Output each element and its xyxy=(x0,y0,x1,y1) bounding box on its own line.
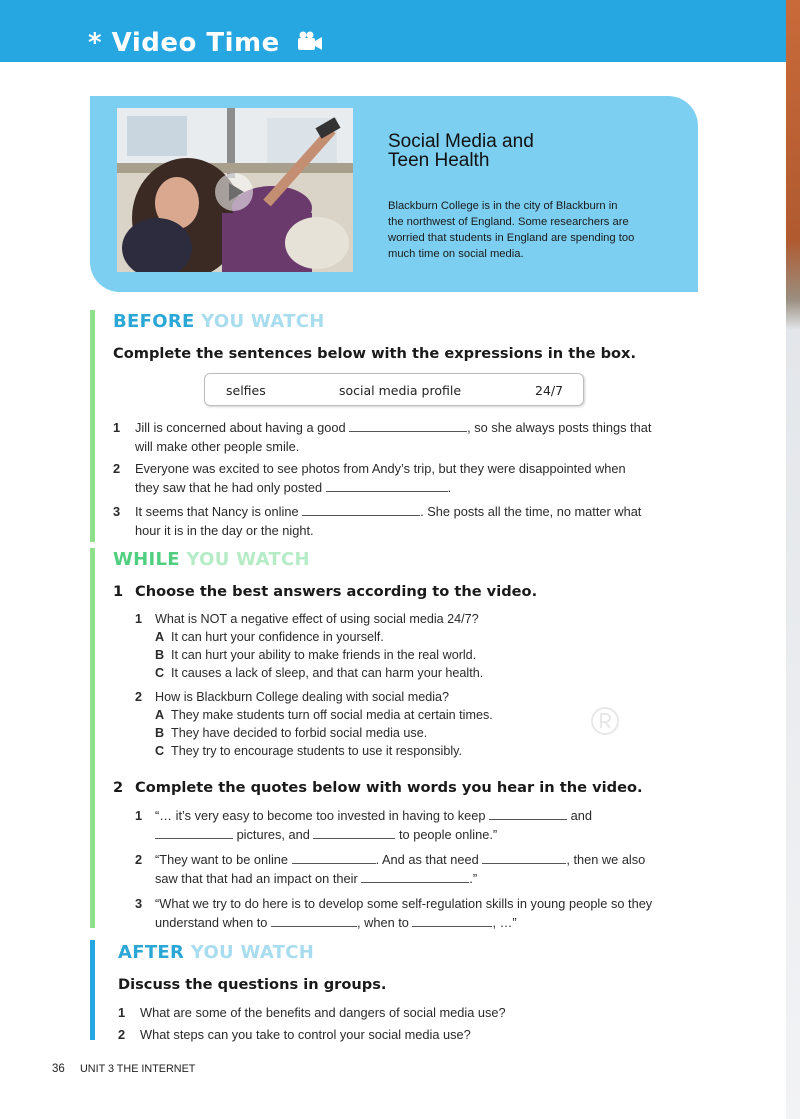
option-letter: A xyxy=(155,708,165,722)
page-edge-decoration xyxy=(786,0,800,1119)
option-text: They try to encourage students to use it responsibly. xyxy=(171,744,462,758)
answer-blank[interactable] xyxy=(482,850,566,864)
quote-number: 2 xyxy=(135,852,143,867)
registered-mark-watermark xyxy=(590,706,620,741)
answer-blank[interactable] xyxy=(326,478,448,492)
quote-item xyxy=(135,806,700,844)
quote-text: and xyxy=(570,808,593,823)
expression-item: selfies xyxy=(226,383,266,398)
item-number: 2 xyxy=(113,461,121,476)
title-word: YOU WATCH xyxy=(201,311,325,332)
item-text: Everyone was excited to see photos from Andy’s trip, but they were disappointed when xyxy=(135,461,626,476)
answer-blank[interactable] xyxy=(271,913,357,927)
task-number: 2 xyxy=(113,779,124,796)
description-line: much time on social media. xyxy=(388,248,524,260)
description-line: worried that students in England are spending too xyxy=(388,232,635,244)
title-word: YOU WATCH xyxy=(186,549,310,570)
task-instruction: Complete the quotes below with words you hear in the video. xyxy=(135,779,643,796)
quote-text: “What we try to do here is to develop some self-regulation skills in young people so they xyxy=(155,896,653,911)
description-line: the northwest of England. Some researchers are xyxy=(388,216,629,228)
answer-blank[interactable] xyxy=(349,418,467,432)
answer-option[interactable] xyxy=(135,628,695,646)
option-letter: A xyxy=(155,630,165,644)
video-title xyxy=(388,132,638,170)
quote-text: , …” xyxy=(492,915,517,930)
quote-text: , then we also xyxy=(566,852,646,867)
quote-text: .” xyxy=(469,871,478,886)
answer-option[interactable] xyxy=(135,742,695,760)
quote-text: “… it’s very easy to become too invested in having to keep xyxy=(155,808,486,823)
answer-blank[interactable] xyxy=(361,869,469,883)
quote-item xyxy=(135,850,700,888)
option-text: It causes a lack of sleep, and that can harm your health. xyxy=(171,666,484,680)
while-task2-instruction xyxy=(113,779,643,796)
before-item xyxy=(113,459,703,497)
option-text: It can hurt your ability to make friends in the real world. xyxy=(171,648,477,662)
quote-text: saw that that had an impact on their xyxy=(155,871,358,886)
question-text: How is Blackburn College dealing with social media? xyxy=(155,690,450,704)
header-title xyxy=(88,28,323,59)
answer-option[interactable] xyxy=(135,664,695,682)
quote-text: pictures, and xyxy=(236,827,310,842)
before-section-title xyxy=(113,311,325,332)
option-letter: C xyxy=(155,666,165,680)
item-text: they saw that he had only posted xyxy=(135,480,323,495)
before-item xyxy=(113,418,703,456)
question-text: What is NOT a negative effect of using social media 24/7? xyxy=(155,612,479,626)
quote-number: 1 xyxy=(135,808,143,823)
item-number: 1 xyxy=(118,1005,126,1020)
item-number: 2 xyxy=(118,1027,126,1042)
page-footer xyxy=(52,1063,195,1075)
after-item xyxy=(118,1025,678,1044)
item-text: What are some of the benefits and dangers of social media use? xyxy=(140,1005,506,1020)
quote-text: , when to xyxy=(356,915,409,930)
before-item xyxy=(113,502,703,540)
answer-blank[interactable] xyxy=(489,806,567,820)
before-instruction: Complete the sentences below with the expressions in the box. xyxy=(113,345,637,362)
item-text: hour it is in the day or the night. xyxy=(135,523,314,538)
title-word: WHILE xyxy=(113,549,180,570)
after-item xyxy=(118,1003,678,1022)
video-title-line: Teen Health xyxy=(388,150,490,171)
while-section-title xyxy=(113,549,310,570)
item-text: will make other people smile. xyxy=(135,439,300,454)
task-number: 1 xyxy=(113,583,124,600)
quote-item xyxy=(135,894,700,932)
header-title-text: * Video Time xyxy=(88,28,280,58)
item-text: . xyxy=(447,480,452,495)
answer-blank[interactable] xyxy=(313,825,395,839)
quote-text: “They want to be online xyxy=(155,852,289,867)
video-description xyxy=(388,198,678,262)
item-text: It seems that Nancy is online xyxy=(135,504,299,519)
option-text: It can hurt your confidence in yourself. xyxy=(171,630,384,644)
option-letter: C xyxy=(155,744,165,758)
question-number: 1 xyxy=(135,612,143,626)
item-number: 1 xyxy=(113,420,121,435)
video-title-line: Social Media and xyxy=(388,131,534,152)
video-camera-icon xyxy=(297,29,323,59)
play-icon[interactable] xyxy=(214,172,254,212)
while-task1-instruction xyxy=(113,583,537,600)
after-instruction: Discuss the questions in groups. xyxy=(118,976,387,993)
after-section-title xyxy=(118,942,314,963)
section-bar-before xyxy=(90,310,95,542)
answer-blank[interactable] xyxy=(155,825,233,839)
title-word: AFTER xyxy=(118,942,185,963)
option-letter: B xyxy=(155,648,165,662)
item-text: What steps can you take to control your social media use? xyxy=(140,1027,471,1042)
title-word: YOU WATCH xyxy=(190,942,315,963)
quote-text: understand when to xyxy=(155,915,268,930)
play-button[interactable] xyxy=(214,172,254,217)
question-number: 2 xyxy=(135,690,143,704)
item-text: . She posts all the time, no matter what xyxy=(420,504,642,519)
expression-item: social media profile xyxy=(339,383,462,398)
title-word: BEFORE xyxy=(113,311,195,332)
answer-blank[interactable] xyxy=(292,850,376,864)
page-number: 36 xyxy=(52,1063,65,1075)
unit-label: UNIT 3 THE INTERNET xyxy=(80,1063,196,1075)
answer-option[interactable] xyxy=(135,646,695,664)
item-text: , so she always posts things that xyxy=(467,420,652,435)
quote-text: . And as that need xyxy=(375,852,479,867)
option-letter: B xyxy=(155,726,165,740)
quote-number: 3 xyxy=(135,896,143,911)
option-text: They make students turn off social media at certain times. xyxy=(171,708,493,722)
section-bar-after xyxy=(90,940,95,1040)
item-number: 3 xyxy=(113,504,121,519)
section-bar-while xyxy=(90,548,95,928)
question-block xyxy=(135,610,695,682)
item-text: Jill is concerned about having a good xyxy=(135,420,346,435)
answer-blank[interactable] xyxy=(302,502,420,516)
description-line: Blackburn College is in the city of Blackburn in xyxy=(388,200,618,212)
expression-item: 24/7 xyxy=(535,383,564,398)
task-instruction: Choose the best answers according to the video. xyxy=(135,583,538,600)
answer-blank[interactable] xyxy=(412,913,492,927)
expression-box xyxy=(204,373,584,406)
quote-text: to people online.” xyxy=(398,827,498,842)
option-text: They have decided to forbid social media use. xyxy=(171,726,428,740)
